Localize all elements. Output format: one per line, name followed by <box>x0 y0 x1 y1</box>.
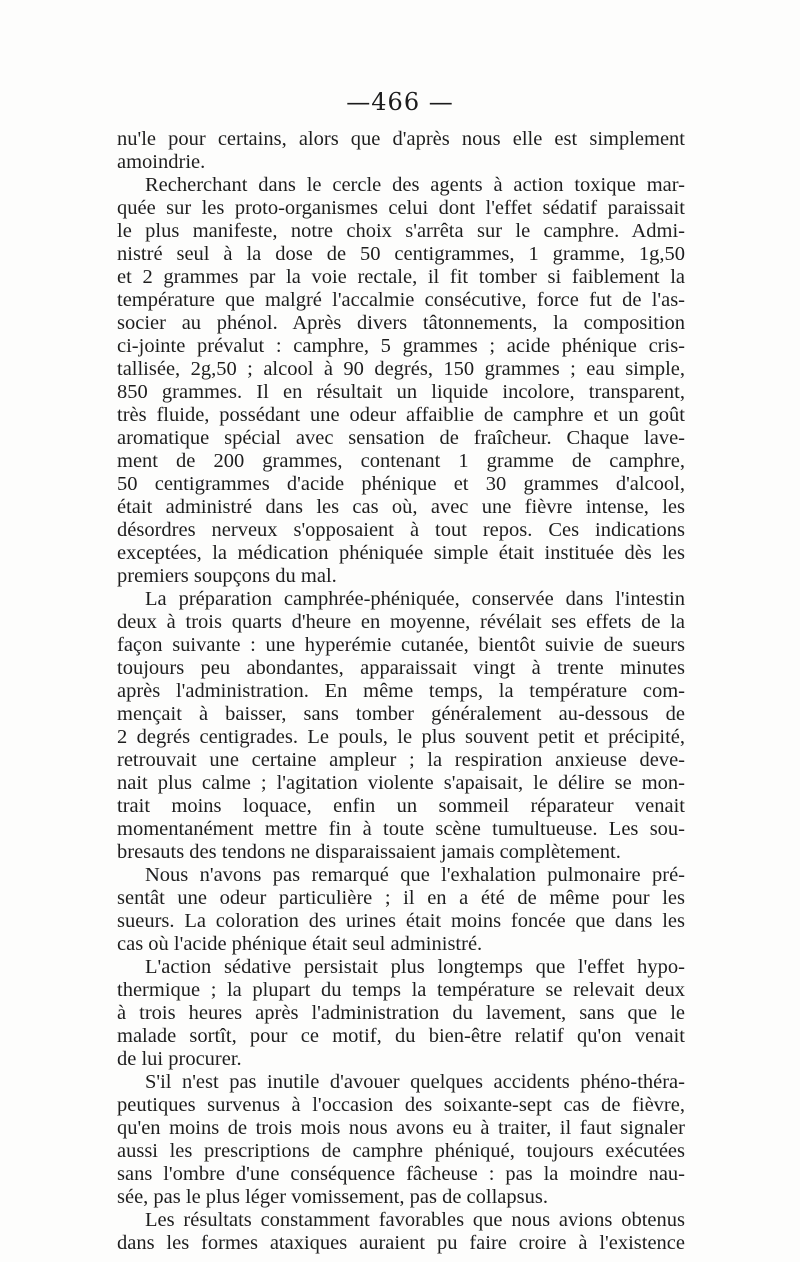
text-line: de lui procurer. <box>117 1048 242 1070</box>
text-line: 850 grammes. Il en résultait un liquide incolore, transparent, <box>117 381 685 403</box>
text-line: 2 degrés centigrades. Le pouls, le plus souvent petit et précipité, <box>117 726 685 748</box>
text-line: dans les formes ataxiques auraient pu faire croire à l'existence <box>117 1232 685 1254</box>
text-line: à trois heures après l'administration du lavement, sans que le <box>117 1002 685 1024</box>
text-line: cas où l'acide phénique était seul administré. <box>117 933 483 955</box>
text-line: amoindrie. <box>117 151 206 173</box>
text-line: deux à trois quarts d'heure en moyenne, révélait ses effets de la <box>117 611 685 633</box>
text-line: Les résultats constamment favorables que nous avions obtenus <box>145 1209 685 1231</box>
text-line: après l'administration. En même temps, la température com- <box>117 680 685 702</box>
text-line: bresauts des tendons ne disparaissaient jamais complètement. <box>117 841 621 863</box>
text-line: nait plus calme ; l'agitation violente s'apaisait, le délire se mon- <box>117 772 685 794</box>
text-line: nu'le pour certains, alors que d'après nous elle est simplement <box>117 128 685 150</box>
text-line: thermique ; la plupart du temps la température se relevait deux <box>117 979 685 1001</box>
text-line: sans l'ombre d'une conséquence fâcheuse : pas la moindre nau- <box>117 1163 685 1185</box>
text-line: trait moins loquace, enfin un sommeil réparateur venait <box>117 795 685 817</box>
text-line: Recherchant dans le cercle des agents à action toxique mar- <box>145 174 685 196</box>
text-line: qu'en moins de trois mois nous avons eu à traiter, il faut signaler <box>117 1117 685 1139</box>
text-line: sée, pas le plus léger vomissement, pas de collapsus. <box>117 1186 548 1208</box>
text-line: aussi les prescriptions de camphre phéniqué, toujours exécutées <box>117 1140 685 1162</box>
text-line: était administré dans les cas où, avec une fièvre intense, les <box>117 496 685 518</box>
text-line: 50 centigrammes d'acide phénique et 30 grammes d'alcool, <box>117 473 685 495</box>
text-line: ment de 200 grammes, contenant 1 gramme de camphre, <box>117 450 685 472</box>
text-line: L'action sédative persistait plus longtemps que l'effet hypo- <box>145 956 685 978</box>
page-number: —466 — <box>346 88 454 116</box>
text-line: sueurs. La coloration des urines était moins foncée que dans les <box>117 910 685 932</box>
text-line: premiers soupçons du mal. <box>117 565 337 587</box>
text-line: retrouvait une certaine ampleur ; la respiration anxieuse deve- <box>117 749 685 771</box>
text-line: exceptées, la médication phéniquée simple était instituée dès les <box>117 542 685 564</box>
text-line: Nous n'avons pas remarqué que l'exhalation pulmonaire pré- <box>145 864 685 886</box>
text-line: tallisée, 2g,50 ; alcool à 90 degrés, 150 grammes ; eau simple, <box>117 358 685 380</box>
text-line: malade sortît, pour ce motif, du bien-être relatif qu'on venait <box>117 1025 685 1047</box>
text-line: désordres nerveux s'opposaient à tout repos. Ces indications <box>117 519 685 541</box>
text-line: façon suivante : une hyperémie cutanée, bientôt suivie de sueurs <box>117 634 685 656</box>
text-line: et 2 grammes par la voie rectale, il fit tomber si faiblement la <box>117 266 685 288</box>
text-line: momentanément mettre fin à toute scène tumultueuse. Les sou- <box>117 818 685 840</box>
text-line: quée sur les proto-organismes celui dont l'effet sédatif paraissait <box>117 197 685 219</box>
text-line: très fluide, possédant une odeur affaiblie de camphre et un goût <box>117 404 685 426</box>
text-line: sentât une odeur particulière ; il en a été de même pour les <box>117 887 685 909</box>
text-line: aromatique spécial avec sensation de fraîcheur. Chaque lave- <box>117 427 685 449</box>
text-line: peutiques survenus à l'occasion des soixante-sept cas de fièvre, <box>117 1094 685 1116</box>
text-line: température que malgré l'accalmie consécutive, force fut de l'as- <box>117 289 685 311</box>
text-line: nistré seul à la dose de 50 centigrammes, 1 gramme, 1g,50 <box>117 243 685 265</box>
text-line: socier au phénol. Après divers tâtonnements, la composition <box>117 312 685 334</box>
text-line: toujours peu abondantes, apparaissait vingt à trente minutes <box>117 657 685 679</box>
text-line: mençait à baisser, sans tomber généralement au-dessous de <box>117 703 685 725</box>
text-line: le plus manifeste, notre choix s'arrêta sur le camphre. Admi- <box>117 220 685 242</box>
text-line: S'il n'est pas inutile d'avouer quelques accidents phéno-théra- <box>145 1071 685 1093</box>
text-line: ci-jointe prévalut : camphre, 5 grammes ; acide phénique cris- <box>117 335 685 357</box>
text-line: La préparation camphrée-phéniquée, conservée dans l'intestin <box>145 588 685 610</box>
body-text <box>117 128 685 1255</box>
